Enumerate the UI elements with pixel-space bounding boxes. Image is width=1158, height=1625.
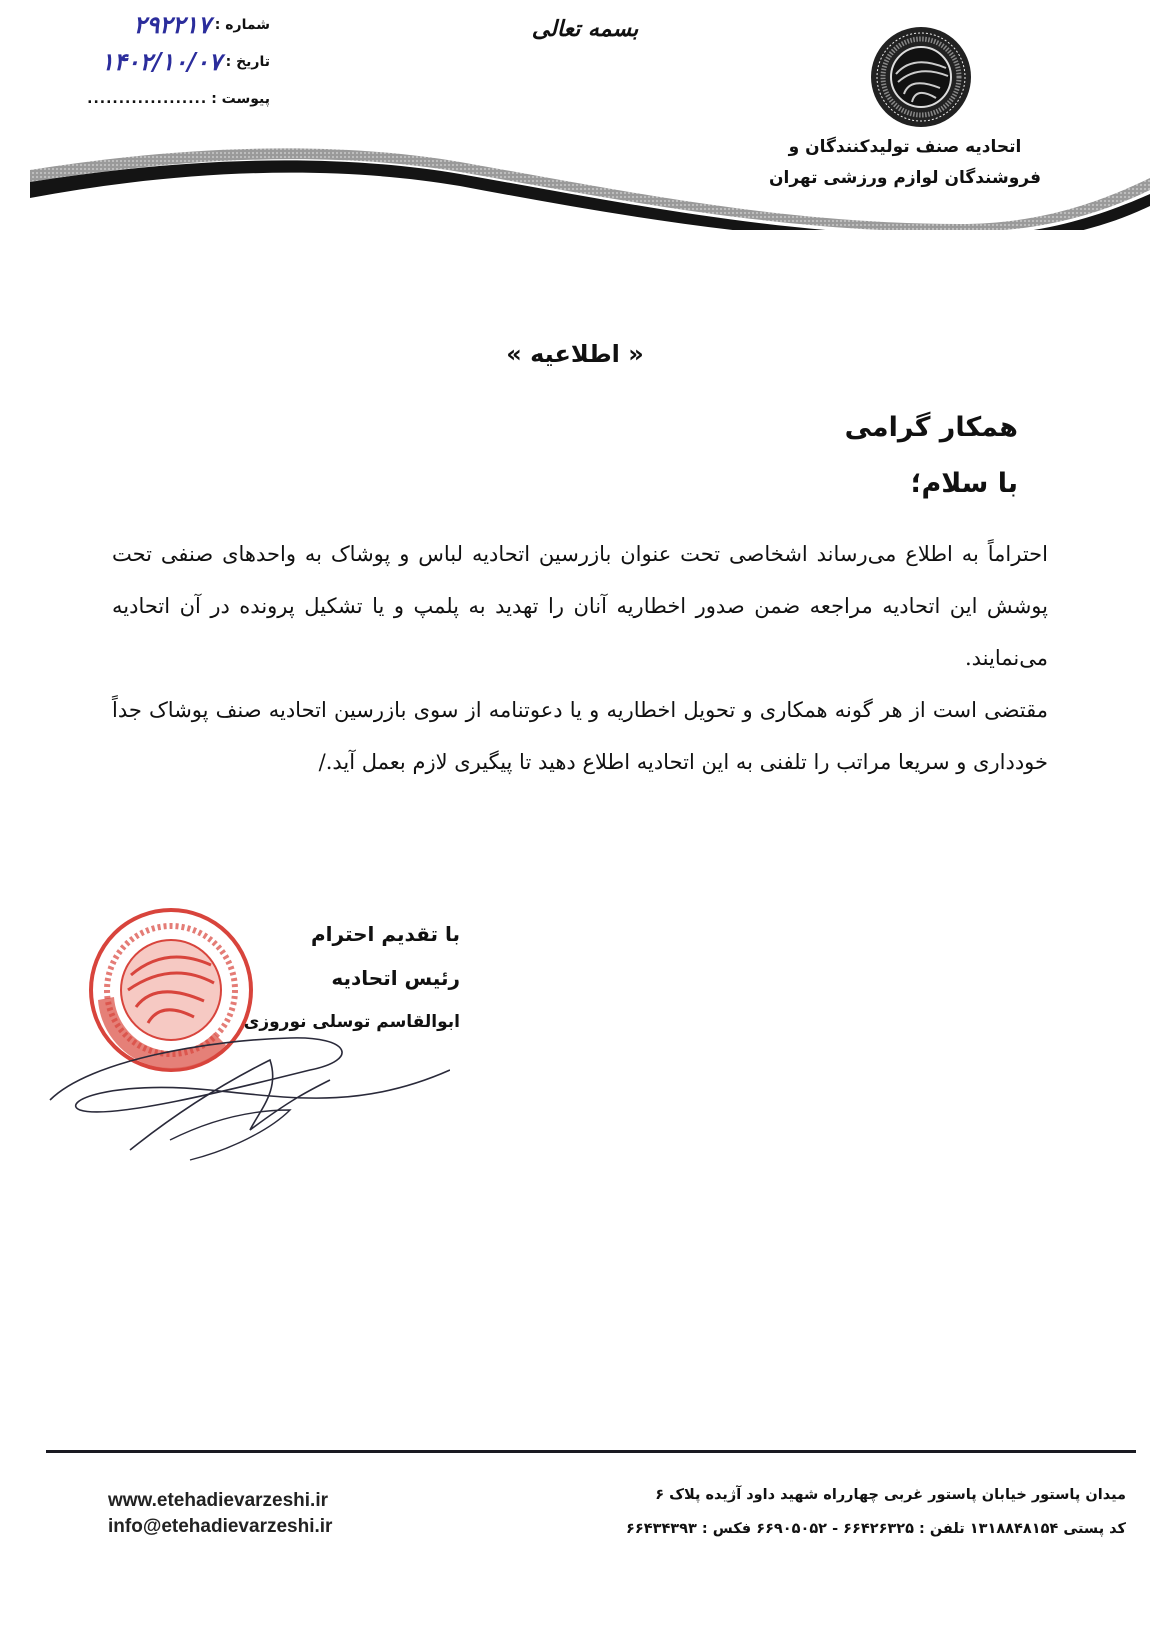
signatory-position: رئیس اتحادیه [331, 966, 460, 990]
organization-name-line1: اتحادیه صنف تولیدکنندگان و [788, 137, 1022, 157]
letter-date-value: ۱۴۰۲/۱۰/۰۷ [100, 47, 222, 76]
notice-paragraph: مقتضی است از هر گونه همکاری و تحویل اخطاریه و یا دعوتنامه از سوی بازرسین اتحادیه صنف پوشاک جداً خودداری و سریعا مراتب را تلفنی به این اتحادیه اطلاع دهید تا پیگیری لازم بعمل آید./ [112, 698, 1048, 774]
notice-paragraph: احتراماً به اطلاع می‌رساند اشخاصی تحت عنوان بازرسین اتحادیه لباس و پوشاک به واحدهای صنفی تحت پوشش این اتحادیه مراجعه ضمن صدور اخطاریه آنان را تهدید به پلمپ و یا تشکیل پرونده در آن اتحادیه می‌نمایند. [112, 542, 1048, 670]
footer-contact: کد پستی ۱۳۱۸۸۴۸۱۵۴ تلفن : ۶۶۴۲۶۳۲۵ - ۶۶۹۰۵۰۵۲ فکس : ۶۶۴۳۴۳۹۳ [626, 1521, 1126, 1537]
closing-block [210, 912, 460, 1044]
invocation-heading: بسمه تعالی [531, 16, 639, 42]
letter-attachment-row [20, 80, 270, 117]
footer-address-block [470, 1478, 1126, 1546]
letter-attachment-value: ................... [87, 90, 208, 107]
notice-salutation: همکار گرامی [844, 412, 1018, 443]
organization-name-line2: فروشندگان لوازم ورزشی تهران [769, 168, 1041, 188]
closing-regards: با تقدیم احترام [311, 922, 460, 946]
signatory-name: ابوالقاسم توسلی نوروزی [243, 1012, 460, 1032]
letter-number-label: شماره : [214, 16, 270, 33]
letter-number-row [20, 6, 270, 43]
letter-attachment-label: پیوست : [211, 90, 270, 107]
letter-date-row [20, 43, 270, 80]
notice-title: « اطلاعیه » [506, 340, 644, 368]
notice-greeting: با سلام؛ [910, 468, 1018, 499]
notice-salutation-block [600, 400, 1018, 512]
footer-address: میدان پاستور خیابان پاستور غربی چهارراه شهید داود آژیده پلاک ۶ [655, 1487, 1126, 1503]
footer-website-link[interactable]: www.etehadievarzeshi.ir [108, 1490, 328, 1511]
footer-web-block [108, 1488, 408, 1540]
footer-divider [46, 1450, 1136, 1453]
notice-body [112, 528, 1048, 788]
letter-number-value: ۲۹۲۲۱۷ [133, 10, 211, 39]
letter-meta [20, 6, 270, 117]
header-wave-divider [0, 140, 1158, 230]
letter-date-label: تاریخ : [225, 53, 270, 70]
union-emblem-icon [868, 24, 974, 130]
footer-email-link[interactable]: info@etehadievarzeshi.ir [108, 1516, 333, 1537]
